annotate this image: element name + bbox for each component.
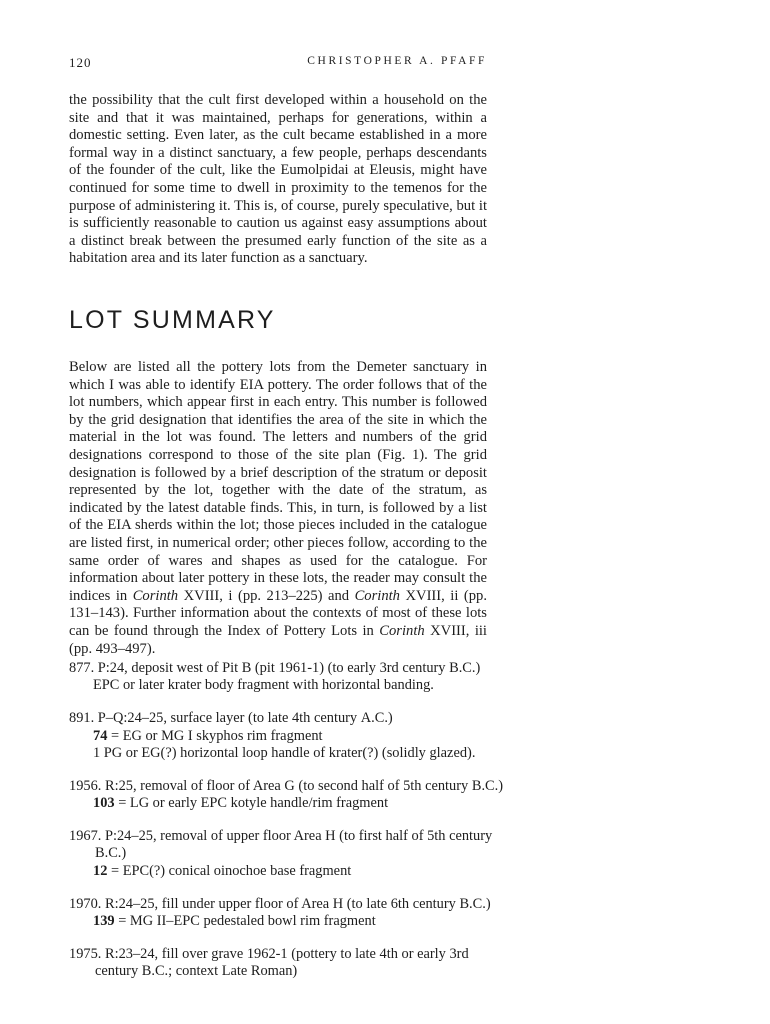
lot-heading: 1967. P:24–25, removal of upper floor Area H (to first half of 5th century B.C.) (69, 828, 493, 862)
lot-list (69, 660, 509, 996)
intro-text-3: XVIII, ii (pp. 131–143). Further information about the contexts of most of these lots can be found through the Index of Pottery Lots in (69, 587, 487, 639)
page-number: 120 (69, 55, 92, 70)
catalogue-number: 103 (93, 795, 115, 812)
lot-item: 103 = LG or early EPC kotyle handle/rim fragment (93, 795, 389, 812)
lot-heading: 891. P–Q:24–25, surface layer (to late 4th century A.C.) (69, 710, 393, 727)
lot-summary-intro (69, 359, 487, 658)
lot-heading: 1975. R:23–24, fill over grave 1962-1 (pottery to late 4th or early 3rd century B.C.; context Late Roman) (69, 945, 469, 980)
section-title: LOT SUMMARY (69, 306, 276, 334)
catalogue-number: 139 (93, 913, 115, 930)
lot-entry (69, 778, 509, 813)
running-head-author: CHRISTOPHER A. PFAFF (307, 55, 487, 67)
lot-item: 74 = EG or MG I skyphos rim fragment (93, 727, 323, 744)
era-abbrev: A.C. (360, 710, 388, 727)
lot-entry (69, 946, 509, 981)
catalogue-number: 74 (93, 727, 108, 744)
lot-heading: 1970. R:24–25, fill under upper floor of Area H (to late 6th century B.C.) (69, 895, 491, 912)
catalogue-number: 12 (93, 862, 108, 879)
intro-text-2: XVIII, i (pp. 213–225) and (183, 587, 350, 604)
intro-text-4: XVIII, iii (pp. 493–497). (69, 622, 487, 657)
lot-item: EPC or later krater body fragment with horizontal banding. (93, 677, 434, 694)
lot-entry (69, 828, 509, 880)
paragraph-continuation: the possibility that the cult first developed within a household on the site and that it was maintained, perhaps for generations, within a domestic setting. Even later, as the cult became established in a more formal way in a distinct sanctuary, a few people, perhaps descendants of the founder of the cult, like the Eumolpidai at Eleusis, might have continued for some time to dwell in proximity to the temenos for the purpose of administering it. This is, of course, purely speculative, but it is sufficiently reasonable to caution us against easy assumptions about a distinct break between the presumed early function of the site as a habitation area and its later function as a sanctuary. (69, 92, 487, 267)
lot-item: 1 PG or EG(?) horizontal loop handle of krater(?) (solidly glazed). (93, 745, 476, 762)
era-abbrev: B.C. (95, 845, 122, 862)
lot-entry (69, 710, 509, 762)
lot-entry (69, 896, 509, 931)
running-header (69, 55, 487, 73)
corinth-ref-2: Corinth (354, 587, 400, 604)
corinth-ref-3: Corinth (379, 622, 425, 639)
intro-text-1: Below are listed all the pottery lots from the Demeter sanctuary in which I was able to identify EIA pottery. The order follows that of the lot numbers, which appear first in each entry. This number is followed by the grid designation that identifies the area of the site in which the material in the lot was found. The letters and numbers of the grid designations correspond to those of the site plan (Fig. 1). The grid designation is followed by a brief description of the stratum or deposit represented by the lot, together with the date of the stratum, as indicated by the latest datable finds. This, in turn, is followed by a list of the EIA sherds within the lot; those pieces included in the catalogue are listed first, in numerical order; other pieces follow, according to the same order of wares and shapes as used for the catalogue. For information about later pottery in these lots, the reader may consult the indices in (69, 359, 487, 604)
lot-heading: 877. P:24, deposit west of Pit B (pit 1961-1) (to early 3rd century B.C.) (69, 660, 481, 676)
lot-item: 12 = EPC(?) conical oinochoe base fragment (93, 862, 352, 879)
era-abbrev: B.C. (459, 895, 486, 912)
lot-entry (69, 660, 509, 695)
corinth-ref-1: Corinth (132, 587, 179, 604)
lot-item: 139 = MG II–EPC pedestaled bowl rim fragment (93, 913, 376, 930)
era-abbrev: B.C. (141, 963, 169, 980)
era-abbrev: B.C. (449, 660, 476, 676)
lot-heading: 1956. R:25, removal of floor of Area G (to second half of 5th century B.C.) (69, 777, 504, 794)
era-abbrev: B.C. (471, 777, 499, 794)
